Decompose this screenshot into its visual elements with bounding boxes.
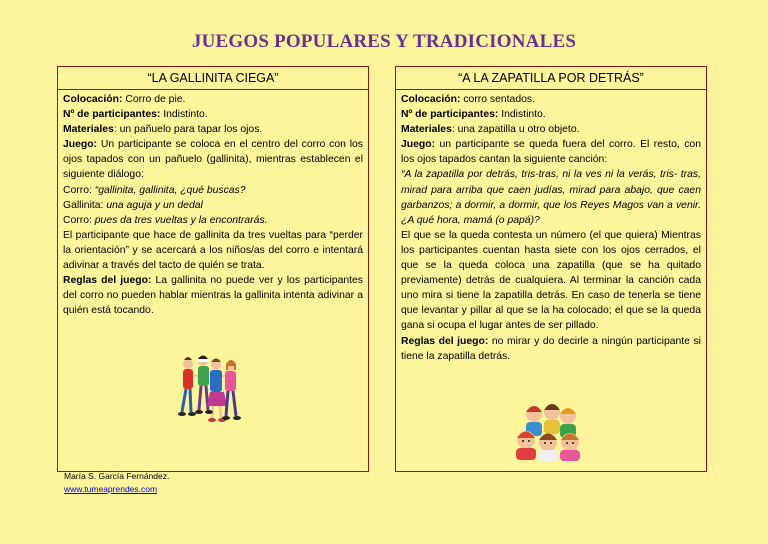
colocacion-value: Corro de pie. [122, 94, 186, 105]
reglas-label: Reglas del juego: [401, 335, 489, 347]
juego-text: un participante se queda fuera del corro. El resto, con los ojos tapados cantan la siguiente canción: [401, 139, 701, 166]
participantes-value: Indistinto. [498, 109, 546, 121]
juego-label: Juego: [401, 139, 436, 151]
children-circle-illustration [176, 352, 242, 430]
website-link[interactable]: www.tumeaprendes.com [64, 484, 158, 494]
dialog-line: una aguja y un dedal [106, 199, 203, 211]
participantes-label: Nº de participantes: [63, 109, 161, 121]
reglas-label: Reglas del juego: [63, 275, 152, 287]
description-paragraph: El que se la queda contesta un número (el que quiera) Mientras los participantes cuentan hasta siete con los ojos cerrados, el que se la queda coloca una zapatilla (que se ha quitado previamente) detrás de cualquiera. Al terminar la canción cada uno mira si tiene la zapatilla detrás. En caso de tenerla se tiene que levantar y pillar al que se la ha colocado; el que se la queda gana si ocupa el lugar antes de ser pillado. [401, 229, 701, 332]
dialog-line: pues da tres vueltas y la encontrarás. [94, 214, 268, 226]
reglas-text: La gallinita no puede ver y los participantes del corro no pueden hablar mientras la gallinita intenta adivinar a quién está tocando. [63, 275, 363, 317]
description-paragraph: El participante que hace de gallinita da tres vueltas para “perder la orientación” y se acercará a los niños/as del corro e intentará adivinar a través del tacto de quién se trata. [63, 229, 363, 272]
dialog-line: “gallinita, gallinita, ¿qué buscas? [94, 184, 246, 196]
dialog-speaker: Corro: [63, 214, 95, 226]
page-title: JUEGOS POPULARES Y TRADICIONALES [191, 31, 577, 52]
dialog-speaker: Corro: [63, 184, 95, 196]
materiales-label: Materiales [63, 124, 114, 136]
participantes-value: Indistinto. [160, 109, 208, 121]
juego-text: Un participante se coloca en el centro del corro con los ojos tapados con un pañuelo (gallinita), mientras establecen el siguiente diálogo: [63, 139, 363, 181]
participantes-label: Nº de participantes: [401, 109, 499, 121]
author-credit: María S. García Fernández. [64, 471, 170, 481]
card-body [396, 90, 706, 364]
dialog-speaker: Gallinita: [63, 199, 107, 211]
materiales-value: : un pañuelo para tapar los ojos. [113, 124, 263, 136]
card-body [58, 90, 368, 318]
reglas-text: no mirar y do decirle a ningún participante si tiene la zapatilla detrás. [401, 335, 701, 362]
card-heading: “LA GALLINITA CIEGA” [58, 67, 368, 90]
footer [64, 470, 169, 496]
song-lyrics: “A la zapatilla por detrás, tris-tras, ni la ves ni la verás, tris- tras, mirad para arriba que caen judías, mirad para abajo, que caen garbanzos; a dormir, a dormir, que los Reyes Magos van a venir. ¿A qué hora, mamá (o papá)? [401, 169, 701, 226]
materiales-label: Materiales [401, 124, 452, 136]
colocacion-value: corro sentados. [460, 94, 535, 105]
card-heading: “A LA ZAPATILLA POR DETRÁS” [396, 67, 706, 90]
colocacion-label: Colocación: [401, 94, 461, 105]
juego-label: Juego: [63, 139, 98, 151]
children-sitting-illustration [512, 400, 586, 462]
materiales-value: : una zapatilla u otro objeto. [451, 124, 580, 136]
colocacion-label: Colocación: [63, 94, 123, 105]
